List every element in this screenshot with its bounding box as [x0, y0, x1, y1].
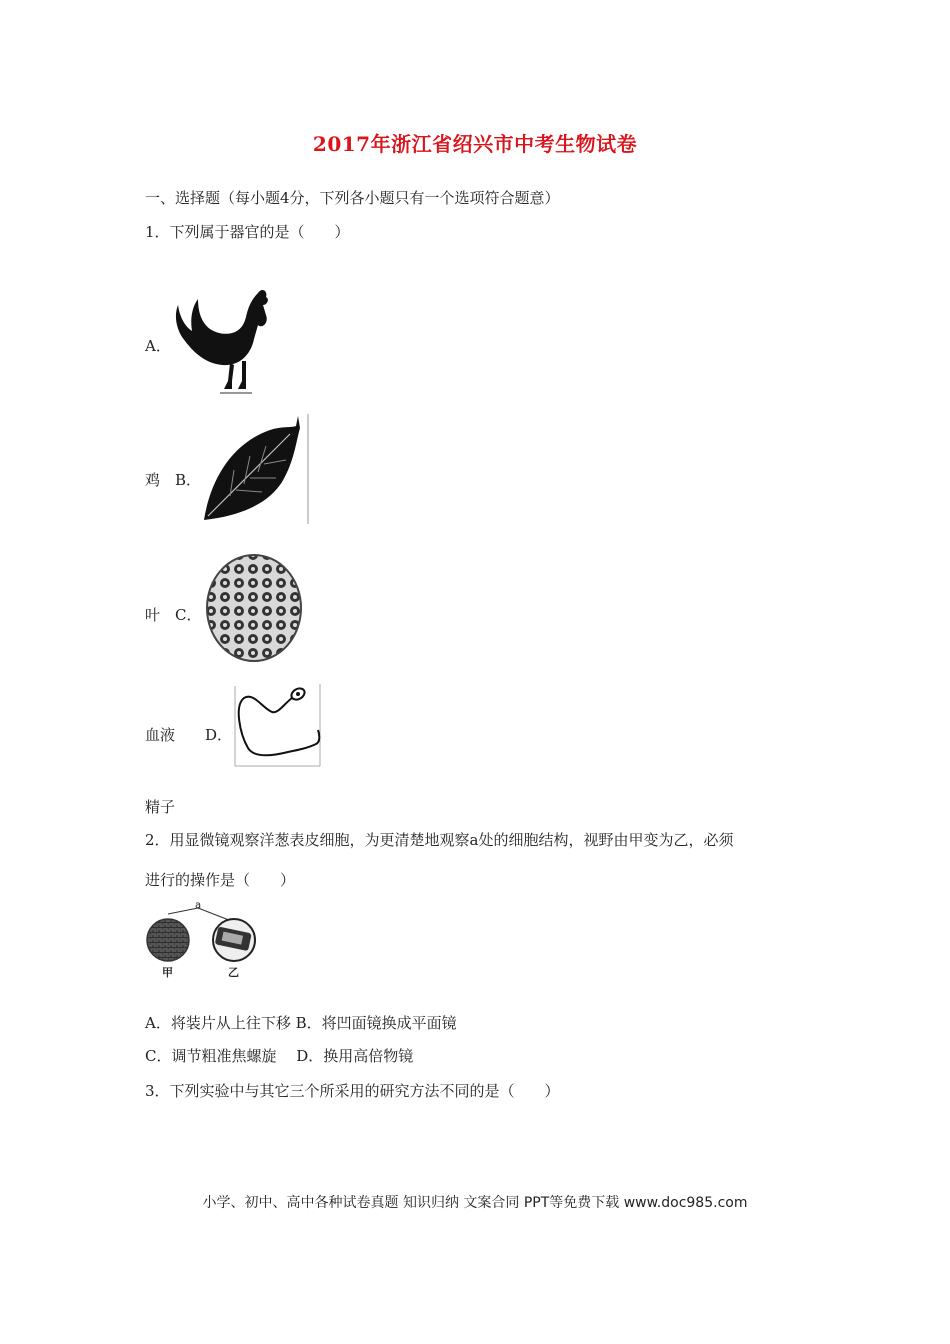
q3-stem: 3．下列实验中与其它三个所采用的研究方法不同的是（ ）: [145, 1082, 560, 1100]
q1-option-c-label: 叶 C．: [145, 606, 202, 624]
blood-cells-icon: [204, 548, 304, 664]
q1-option-d-text: 精子: [145, 798, 176, 816]
q2-options-line1: A．将装片从上往下移 B．将凹面镜换成平面镜: [145, 1014, 457, 1032]
label-yi: 乙: [228, 966, 239, 979]
microscope-views-icon: [144, 900, 256, 982]
label-jia: 甲: [162, 966, 173, 979]
q1-stem: 1．下列属于器官的是（ ）: [145, 223, 350, 241]
q1-option-a-label: A．: [145, 337, 171, 355]
q2-options-line2: C．调节粗准焦螺旋 D．换用高倍物镜: [145, 1047, 414, 1065]
label-a: a: [195, 900, 202, 911]
page-title: 2017年浙江省绍兴市中考生物试卷: [312, 132, 638, 156]
q1-option-d-label: 血液 D．: [145, 726, 233, 744]
sperm-icon: [232, 682, 324, 770]
leaf-icon: [200, 412, 312, 526]
page-footer: 小学、初中、高中各种试卷真题 知识归纳 文案合同 PPT等免费下载 www.doc985.com: [202, 1195, 748, 1211]
q1-option-b-label: 鸡 B．: [145, 471, 202, 489]
q2-stem-line2: 进行的操作是（ ）: [145, 871, 296, 889]
section-heading: 一、选择题（每小题4分，下列各小题只有一个选项符合题意）: [145, 189, 560, 207]
q2-stem-line1: 2．用显微镜观察洋葱表皮细胞，为更清楚地观察a处的细胞结构，视野由甲变为乙，必须: [145, 831, 734, 849]
rooster-icon: [170, 285, 275, 397]
